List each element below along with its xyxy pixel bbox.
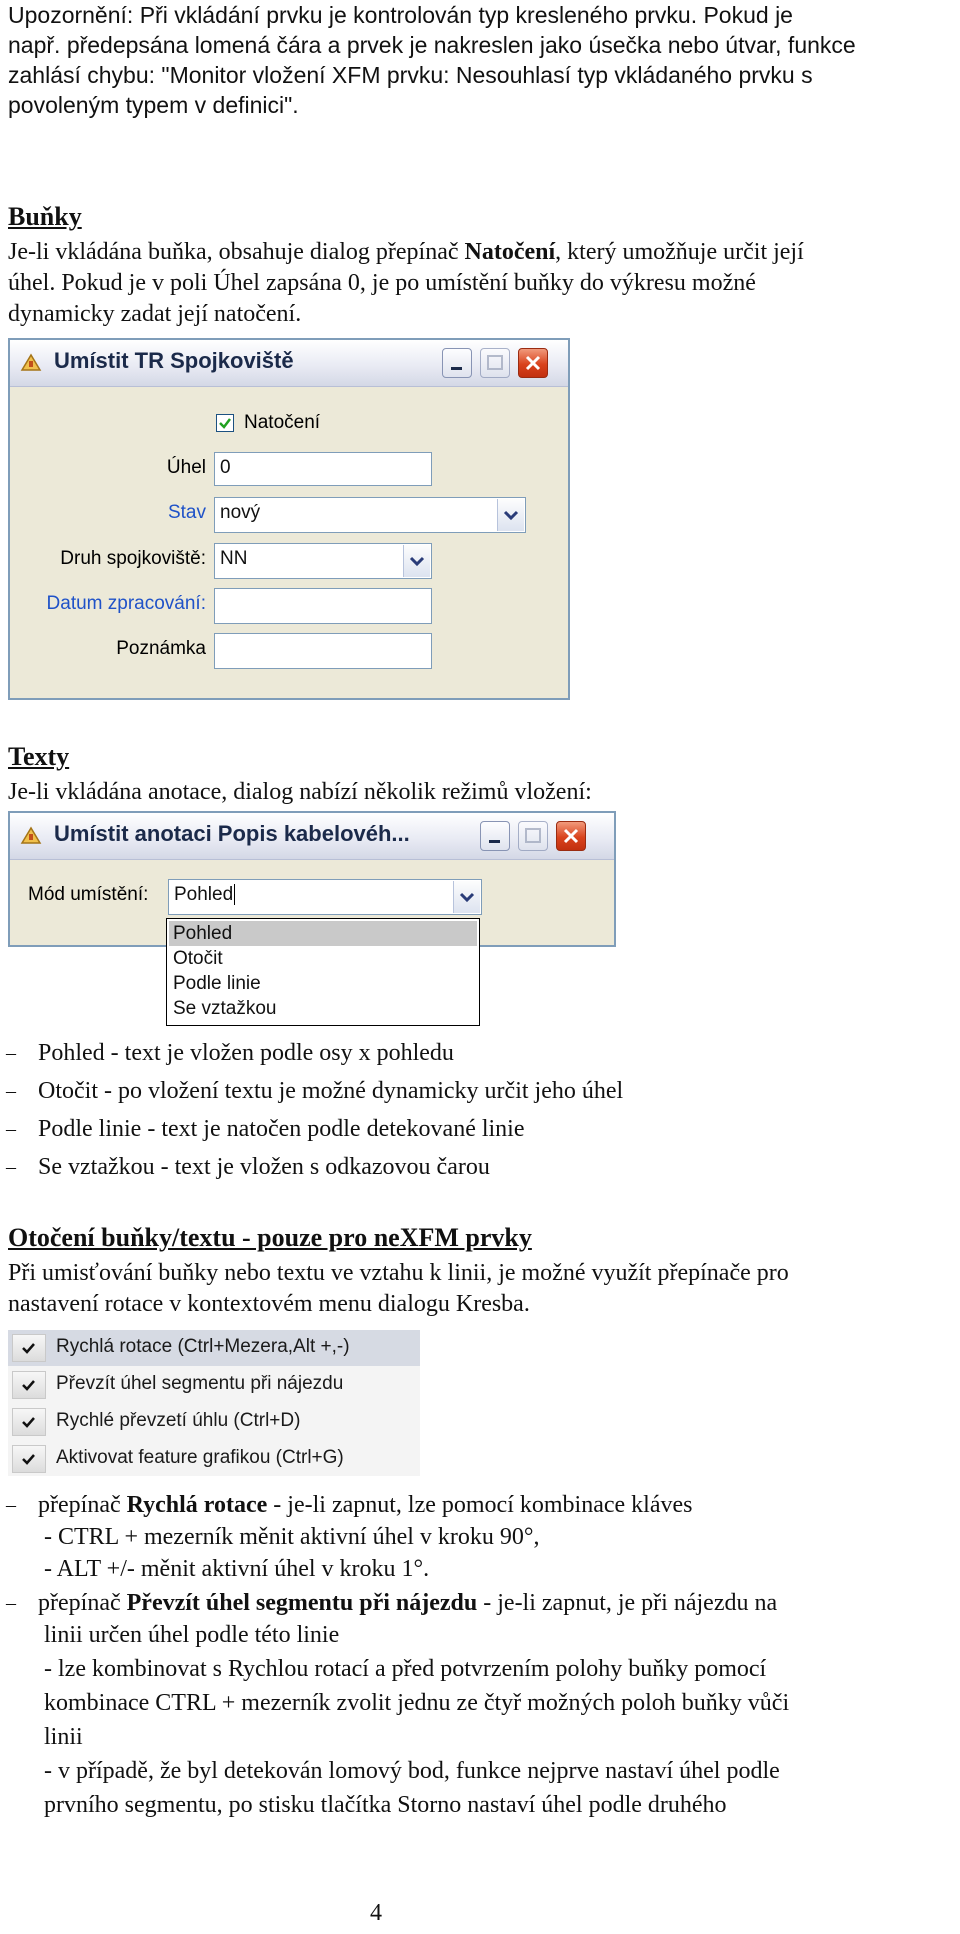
rotation-line-2: nastavení rotace v kontextovém menu dialogu Kresba. — [8, 1291, 530, 1317]
mode-select[interactable] — [168, 879, 482, 915]
minimize-button[interactable] — [442, 348, 472, 378]
list-item: Otočit - po vložení textu je možné dynamicky určit jeho úhel — [38, 1078, 624, 1104]
menu-item-label: Aktivovat feature grafikou (Ctrl+G) — [56, 1447, 344, 1468]
intro-line: Upozornění: Při vkládání prvku je kontrolován typ kresleného prvku. Pokud je — [8, 2, 793, 28]
page-number: 4 — [370, 1900, 382, 1926]
mode-label: Mód umístění: — [28, 884, 149, 905]
rotation-checkbox-label: Natočení — [244, 412, 321, 433]
list-item: Pohled - text je vložen podle osy x pohledu — [38, 1040, 454, 1066]
switch-1-line-1: přepínač Rychlá rotace - je-li zapnut, lze pomocí kombinace kláves — [38, 1492, 693, 1518]
menu-item-label: Rychlá rotace (Ctrl+Mezera,Alt +,-) — [56, 1336, 350, 1357]
menu-item-take-segment-angle[interactable] — [8, 1367, 420, 1403]
checkmark-icon — [12, 1334, 46, 1362]
rotation-heading: Otočení buňky/textu - pouze pro neXFM prvky — [8, 1223, 532, 1252]
checkmark-icon — [12, 1445, 46, 1473]
switch-2-line-7: prvního segmentu, po stisku tlačítka Storno nastaví úhel podle druhého — [44, 1792, 727, 1818]
maximize-button[interactable] — [518, 821, 548, 851]
note-label: Poznámka — [116, 638, 206, 659]
texts-line-1: Je-li vkládána anotace, dialog nabízí několik režimů vložení: — [8, 779, 592, 805]
dialog-title: Umístit anotaci Popis kabelovéh... — [54, 821, 410, 846]
dialog-titlebar — [10, 813, 614, 860]
switch-1-line-3: - ALT +/- měnit aktivní úhel v kroku 1°. — [44, 1556, 430, 1582]
app-icon — [20, 352, 42, 372]
switch-2-line-1: přepínač Převzít úhel segmentu při nájezdu - je-li zapnut, je při nájezdu na — [38, 1590, 778, 1616]
minimize-icon — [443, 349, 471, 377]
chevron-down-icon — [454, 881, 480, 913]
date-label: Datum zpracování: — [46, 593, 206, 614]
mode-option[interactable]: Otočit — [173, 948, 223, 969]
cells-heading: Buňky — [8, 202, 82, 231]
menu-item-label: Převzít úhel segmentu při nájezdu — [56, 1373, 344, 1394]
close-button[interactable] — [556, 821, 586, 851]
angle-label: Úhel — [166, 457, 206, 478]
switch-1-line-2: - CTRL + mezerník měnit aktivní úhel v kroku 90°, — [44, 1524, 540, 1550]
switch-2-line-2: linii určen úhel podle této linie — [44, 1622, 340, 1648]
menu-item-quick-angle[interactable] — [8, 1404, 420, 1440]
rotation-context-menu — [8, 1330, 420, 1476]
mode-option[interactable]: Pohled — [169, 921, 477, 946]
mode-dropdown-button[interactable] — [453, 881, 480, 913]
intro-line: např. předepsána lomená čára a prvek je nakreslen jako úsečka nebo útvar, funkce — [8, 32, 856, 58]
mode-option[interactable]: Se vztažkou — [173, 998, 277, 1019]
switch-2-line-6: - v případě, že byl detekován lomový bod, funkce nejprve nastaví úhel podle — [44, 1758, 780, 1784]
intro-line: zahlásí chybu: "Monitor vložení XFM prvku: Nesouhlasí typ vkládaného prvku s — [8, 62, 813, 88]
close-button[interactable] — [518, 348, 548, 378]
list-dash: – — [6, 1494, 16, 1516]
list-dash: – — [6, 1592, 16, 1614]
menu-item-quick-rotation[interactable] — [8, 1330, 420, 1366]
mode-selected-value: Pohled — [174, 884, 234, 905]
state-selected-value: nový — [220, 502, 261, 523]
state-dropdown-button[interactable] — [497, 499, 524, 531]
list-item: Se vztažkou - text je vložen s odkazovou čarou — [38, 1154, 490, 1180]
cells-line-1: Je-li vkládána buňka, obsahuje dialog přepínač Natočení, který umožňuje určit její — [8, 239, 804, 265]
cells-line-2: úhel. Pokud je v poli Úhel zapsána 0, je po umístění buňky do výkresu možné — [8, 270, 756, 296]
state-select[interactable] — [214, 497, 526, 533]
note-input[interactable] — [214, 633, 432, 669]
list-dash: – — [6, 1156, 16, 1178]
rotation-checkbox[interactable] — [216, 414, 234, 432]
mode-option[interactable]: Podle linie — [173, 973, 261, 994]
intro-paragraph — [8, 0, 958, 120]
date-input[interactable] — [214, 588, 432, 624]
minimize-button[interactable] — [480, 821, 510, 851]
checkmark-icon — [12, 1408, 46, 1436]
chevron-down-icon — [404, 545, 430, 577]
maximize-button[interactable] — [480, 348, 510, 378]
app-icon — [20, 825, 42, 845]
dialog-title: Umístit TR Spojkoviště — [54, 348, 294, 373]
angle-input[interactable]: 0 — [214, 452, 432, 486]
close-icon — [557, 822, 585, 850]
list-dash: – — [6, 1080, 16, 1102]
switch-2-line-5: linii — [44, 1724, 83, 1750]
checkmark-icon — [217, 415, 233, 431]
switch-2-line-4: kombinace CTRL + mezerník zvolit jednu ze čtyř možných poloh buňky vůči — [44, 1690, 790, 1716]
menu-item-label: Rychlé převzetí úhlu (Ctrl+D) — [56, 1410, 301, 1431]
switch-2-line-3: - lze kombinovat s Rychlou rotací a před potvrzením polohy buňky pomocí — [44, 1656, 767, 1682]
texts-heading: Texty — [8, 742, 70, 771]
rotation-line-1: Při umisťování buňky nebo textu ve vztahu k linii, je možné využít přepínače pro — [8, 1260, 789, 1286]
cells-line-3: dynamicky zadat její natočení. — [8, 301, 302, 327]
state-label: Stav — [167, 502, 206, 523]
kind-dropdown-button[interactable] — [403, 545, 430, 577]
maximize-icon — [519, 822, 547, 850]
maximize-icon — [481, 349, 509, 377]
mode-dropdown-list — [166, 918, 480, 1026]
menu-item-activate-feature[interactable] — [8, 1441, 420, 1477]
list-item: Podle linie - text je natočen podle detekované linie — [38, 1116, 525, 1142]
minimize-icon — [481, 822, 509, 850]
dialog-titlebar — [10, 340, 568, 387]
list-dash: – — [6, 1118, 16, 1140]
kind-selected-value: NN — [220, 548, 248, 569]
checkmark-icon — [12, 1371, 46, 1399]
rotation-paragraph — [8, 1258, 958, 1320]
place-cell-dialog — [8, 338, 570, 700]
cells-paragraph — [8, 237, 958, 330]
intro-line: povoleným typem v definici". — [8, 92, 299, 118]
kind-label: Druh spojkoviště: — [60, 548, 206, 569]
kind-select[interactable] — [214, 543, 432, 579]
list-dash: – — [6, 1042, 16, 1064]
close-icon — [519, 349, 547, 377]
chevron-down-icon — [498, 499, 524, 531]
